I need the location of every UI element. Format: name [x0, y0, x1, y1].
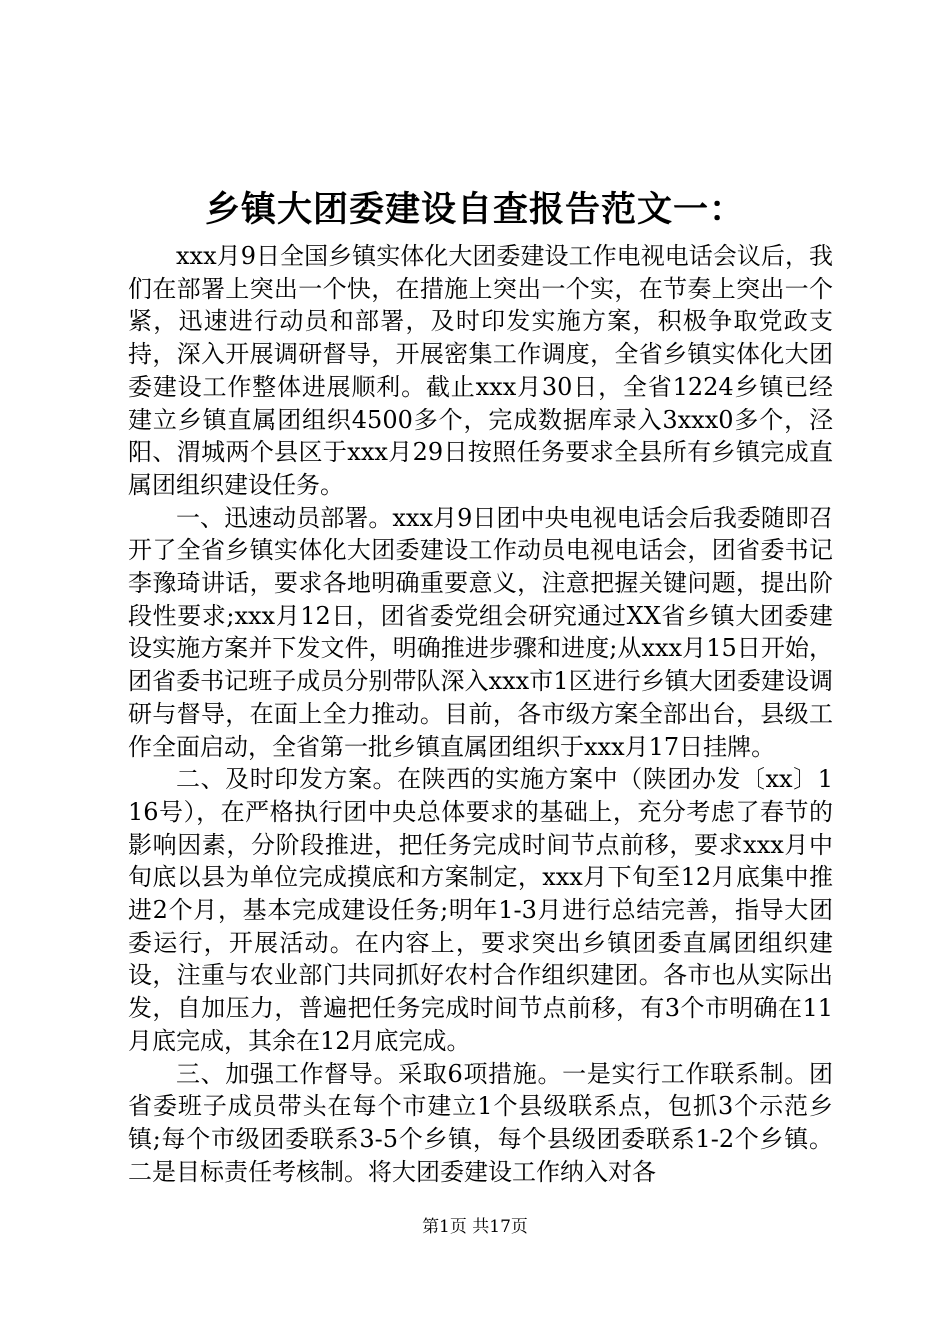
paragraph-intro: xxx月9日全国乡镇实体化大团委建设工作电视电话会议后，我们在部署上突出一个快，在措施上突出一个实，在节奏上突出一个紧，迅速进行动员和部署，及时印发实施方案，积极争取党政支持，深入开展调研督导，开展密集工作调度，全省乡镇实体化大团委建设工作整体进展顺利。截止xxx月30日，全省1224乡镇已经建立乡镇直属团组织4500多个，完成数据库录入3xxx0多个，泾阳、渭城两个县区于xxx月29日按照任务要求全县所有乡镇完成直属团组织建设任务。: [128, 242, 833, 499]
page-number-footer: 第1页 共17页: [422, 1217, 528, 1237]
paragraph-section-3: 三、加强工作督导。采取6项措施。一是实行工作联系制。团省委班子成员带头在每个市建立1个县级联系点，包抓3个示范乡镇;每个市级团委联系3-5个乡镇，每个县级团委联系1-2个乡镇。二是目标责任考核制。将大团委建设工作纳入对各: [128, 1059, 833, 1186]
paragraph-section-2: 二、及时印发方案。在陕西的实施方案中（陕团办发〔xx〕116号），在严格执行团中央总体要求的基础上，充分考虑了春节的影响因素，分阶段推进，把任务完成时间节点前移，要求xxx月中旬底以县为单位完成摸底和方案制定，xxx月下旬至12月底集中推进2个月，基本完成建设任务;明年1-3月进行总结完善，指导大团委运行，开展活动。在内容上，要求突出乡镇团委直属团组织建设，注重与农业部门共同抓好农村合作组织建团。各市也从实际出发，自加压力，普遍把任务完成时间节点前移，有3个市明确在11月底完成，其余在12月底完成。: [128, 765, 833, 1055]
paragraph-section-1: 一、迅速动员部署。xxx月9日团中央电视电话会后我委随即召开了全省乡镇实体化大团委建设工作动员电视电话会，团省委书记李豫琦讲话，要求各地明确重要意义，注意把握关键问题，提出阶段性要求;xxx月12日，团省委党组会研究通过XX省乡镇大团委建设实施方案并下发文件，明确推进步骤和进度;从xxx月15日开始，团省委书记班子成员分别带队深入xxx市1区进行乡镇大团委建设调研与督导，在面上全力推动。目前，各市级方案全部出台，县级工作全面启动，全省第一批乡镇直属团组织于xxx月17日挂牌。: [128, 503, 833, 761]
document-title: 乡镇大团委建设自查报告范文一：: [204, 189, 745, 230]
document-body: [128, 240, 833, 1188]
